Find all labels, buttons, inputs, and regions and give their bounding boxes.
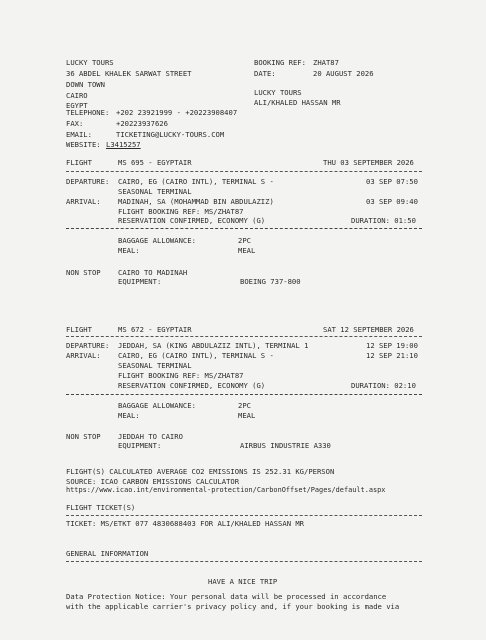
flight1-baggage-value: 2PC — [238, 236, 251, 245]
flight1-reservation: RESERVATION CONFIRMED, ECONOMY (G) — [118, 216, 266, 225]
flight1-departure-label: DEPARTURE: — [66, 177, 110, 186]
flight1-arrival-time: 03 SEP 09:40 — [366, 197, 418, 206]
telephone-label: TELEPHONE: — [66, 108, 110, 117]
flight1-arrival-label: ARRIVAL: — [66, 197, 101, 206]
agency-name: LUCKY TOURS — [66, 58, 114, 67]
flight2-label: FLIGHT — [66, 325, 92, 334]
flight2-arrival-label: ARRIVAL: — [66, 351, 101, 360]
emissions-url[interactable]: https://www.icao.int/environmental-protection/CarbonOffset/Pages/default.aspx — [66, 486, 386, 494]
website-label: WEBSITE: — [66, 140, 101, 149]
emissions-source: SOURCE: ICAO CARBON EMISSIONS CALCULATOR — [66, 477, 240, 486]
flight2-departure: JEDDAH, SA (KING ABDULAZIZ INTL), TERMINAL 1 — [118, 341, 309, 350]
flight2-stop: NON STOP — [66, 432, 101, 441]
flight1-departure-time: 03 SEP 07:50 — [366, 177, 418, 186]
notice-line2: with the applicable carrier's privacy policy and, if your booking is made via — [66, 602, 400, 611]
flight1-equipment-label: EQUIPMENT: — [118, 277, 162, 286]
flight1-stop: NON STOP — [66, 268, 101, 277]
notice-line1: Data Protection Notice: Your personal data will be processed in accordance — [66, 592, 387, 601]
flight2-equipment-value: AIRBUS INDUSTRIE A330 — [240, 441, 331, 450]
fax-value: +20223937626 — [116, 119, 168, 128]
flight1-meal-label: MEAL: — [118, 246, 140, 255]
booking-ref-value: ZHAT87 — [313, 58, 339, 67]
flight2-reservation: RESERVATION CONFIRMED, ECONOMY (G) — [118, 381, 266, 390]
flight2-departure-label: DEPARTURE: — [66, 341, 110, 350]
tickets-divider — [66, 515, 422, 516]
flight1-equipment-value: BOEING 737-800 — [240, 277, 301, 286]
flight2-arrival-extra: SEASONAL TERMINAL — [118, 361, 192, 370]
general-heading: GENERAL INFORMATION — [66, 549, 149, 558]
website-link[interactable]: L3415257 — [106, 140, 141, 149]
flight1-departure: CAIRO, EG (CAIRO INTL), TERMINAL S - — [118, 177, 274, 186]
flight1-departure-extra: SEASONAL TERMINAL — [118, 187, 192, 196]
flight1-label: FLIGHT — [66, 158, 92, 167]
flight2-route: JEDDAH TO CAIRO — [118, 432, 183, 441]
agency-address-line1: 36 ABDEL KHALEK SARWAT STREET — [66, 69, 192, 78]
flight2-baggage-label: BAGGAGE ALLOWANCE: — [118, 401, 196, 410]
agency-country: EGYPT — [66, 101, 88, 110]
general-divider — [66, 561, 422, 562]
tickets-heading: FLIGHT TICKET(S) — [66, 503, 136, 512]
booking-date-value: 20 AUGUST 2026 — [313, 69, 374, 78]
flight2-duration: DURATION: 02:10 — [351, 381, 416, 390]
flight2-number: MS 672 - EGYPTAIR — [118, 325, 192, 334]
flight1-divider — [66, 171, 422, 172]
flight1-duration: DURATION: 01:50 — [351, 216, 416, 225]
flight2-baggage-value: 2PC — [238, 401, 251, 410]
flight2-meal-value: MEAL — [238, 411, 256, 420]
flight1-booking-ref: FLIGHT BOOKING REF: MS/ZHAT87 — [118, 207, 244, 216]
flight2-divider — [66, 336, 422, 337]
flight2-arrival-time: 12 SEP 21:10 — [366, 351, 418, 360]
flight1-number: MS 695 - EGYPTAIR — [118, 158, 192, 167]
flight2-divider-2 — [66, 394, 422, 395]
flight2-arrival: CAIRO, EG (CAIRO INTL), TERMINAL S - — [118, 351, 274, 360]
email-value: TICKETING@LUCKY-TOURS.COM — [116, 130, 225, 139]
email-label: EMAIL: — [66, 130, 92, 139]
emissions-line: FLIGHT(S) CALCULATED AVERAGE CO2 EMISSIONS IS 252.31 KG/PERSON — [66, 467, 335, 476]
flight1-baggage-label: BAGGAGE ALLOWANCE: — [118, 236, 196, 245]
fax-label: FAX: — [66, 119, 84, 128]
booking-date-label: DATE: — [254, 69, 276, 78]
agency-city: CAIRO — [66, 91, 88, 100]
flight1-divider-2 — [66, 228, 422, 229]
flight2-date: SAT 12 SEPTEMBER 2026 — [323, 325, 414, 334]
greeting: HAVE A NICE TRIP — [208, 577, 278, 586]
flight1-meal-value: MEAL — [238, 246, 256, 255]
telephone-value: +202 23921999 - +20223908407 — [116, 108, 238, 117]
booking-agency: LUCKY TOURS — [254, 88, 302, 97]
flight2-departure-time: 12 SEP 19:00 — [366, 341, 418, 350]
flight2-equipment-label: EQUIPMENT: — [118, 441, 162, 450]
flight1-date: THU 03 SEPTEMBER 2026 — [323, 158, 414, 167]
flight2-meal-label: MEAL: — [118, 411, 140, 420]
flight1-arrival: MADINAH, SA (MOHAMMAD BIN ABDULAZIZ) — [118, 197, 274, 206]
flight1-route: CAIRO TO MADINAH — [118, 268, 188, 277]
passenger-name: ALI/KHALED HASSAN MR — [254, 98, 341, 107]
flight2-booking-ref: FLIGHT BOOKING REF: MS/ZHAT87 — [118, 371, 244, 380]
ticket-line: TICKET: MS/ETKT 077 4830688403 FOR ALI/KHALED HASSAN MR — [66, 519, 304, 528]
agency-address-line2: DOWN TOWN — [66, 80, 105, 89]
booking-ref-label: BOOKING REF: — [254, 58, 306, 67]
